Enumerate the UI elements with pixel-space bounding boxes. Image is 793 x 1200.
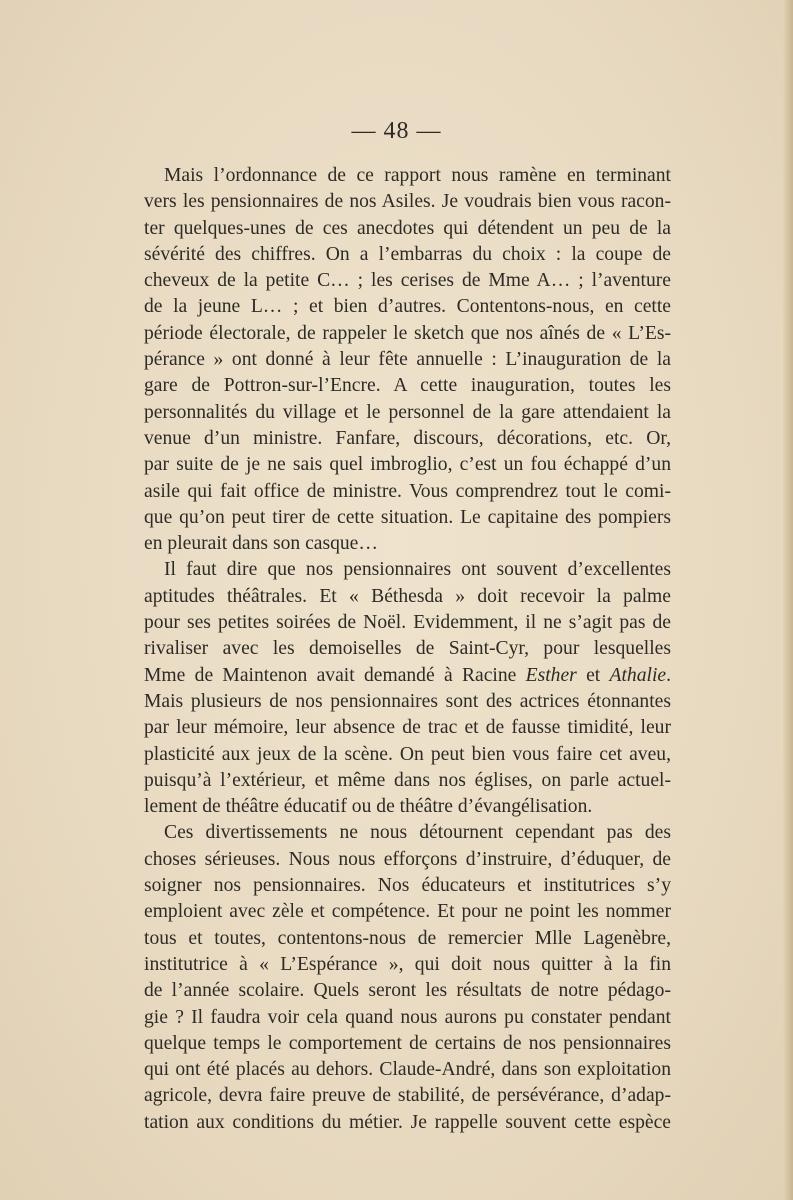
text-line: agricole, devra faire preuve de stabilité, de persévérance, d’adap-	[144, 1085, 671, 1107]
text-line: plasticité aux jeux de la scène. On peut bien vous faire cet aveu,	[144, 743, 671, 765]
text-line: pour ses petites soirées de Noël. Evidemment, il ne s’agit pas de	[144, 612, 671, 634]
text-line: ter quelques-unes de ces anecdotes qui détendent un peu de la	[144, 217, 671, 239]
text-line: par leur mémoire, leur absence de trac et de fausse timidité, leur	[144, 717, 671, 739]
text-line: tation aux conditions du métier. Je rappelle souvent cette espèce	[144, 1111, 671, 1133]
text-line: soigner nos pensionnaires. Nos éducateurs et institutrices s’y	[144, 875, 671, 897]
text-line: puisqu’à l’extérieur, et même dans nos églises, on parle actuel-	[144, 769, 671, 791]
body-text	[144, 163, 671, 1136]
text-line: lement de théâtre éducatif ou de théâtre d’évangélisation.	[144, 796, 593, 818]
text-line: sévérité des chiffres. On a l’embarras du choix : la coupe de	[144, 243, 671, 265]
text-line: gie ? Il faudra voir cela quand nous aurons pu constater pendant	[144, 1006, 671, 1028]
text-line: vers les pensionnaires de nos Asiles. Je voudrais bien vous racon-	[144, 191, 671, 213]
italic-title: Athalie	[609, 664, 667, 686]
text-line: en pleurait dans son casque…	[144, 533, 378, 555]
text-line: cheveux de la petite C… ; les cerises de Mme A… ; l’aventure	[144, 270, 671, 292]
text-line: Mme de Maintenon avait demandé à Racine Esther et Athalie.	[144, 664, 671, 686]
italic-title: Esther	[525, 664, 577, 686]
text-line: venue d’un ministre. Fanfare, discours, décorations, etc. Or,	[144, 427, 671, 449]
text-line: asile qui fait office de ministre. Vous comprendrez tout le comi-	[144, 480, 671, 502]
page-number: — 48 —	[351, 118, 442, 144]
text-line: par suite de je ne sais quel imbroglio, c’est un fou échappé d’un	[144, 454, 671, 476]
text-line: aptitudes théâtrales. Et « Béthesda » doit recevoir la palme	[144, 585, 671, 607]
text-line: Mais plusieurs de nos pensionnaires sont des actrices étonnantes	[144, 690, 671, 712]
text-line: institutrice à « L’Espérance », qui doit nous quitter à la fin	[144, 953, 671, 975]
text-line: que qu’on peut tirer de cette situation. Le capitaine des pompiers	[144, 506, 671, 528]
text-line: choses sérieuses. Nous nous efforçons d’instruire, d’éduquer, de	[144, 848, 671, 870]
page-edge	[783, 0, 793, 1200]
text-line: personnalités du village et le personnel de la gare attendaient la	[144, 401, 671, 423]
text-line: quelque temps le comportement de certains de nos pensionnaires	[144, 1032, 671, 1054]
text-line: de la jeune L… ; et bien d’autres. Contentons-nous, en cette	[144, 296, 671, 318]
text-line: Ces divertissements ne nous détournent cependant pas des	[164, 822, 671, 844]
text-line: Il faut dire que nos pensionnaires ont souvent d’excellentes	[164, 559, 671, 581]
text-line: période électorale, de rappeler le sketch que nos aînés de « L’Es-	[144, 322, 671, 344]
text-line: qui ont été placés au dehors. Claude-André, dans son exploitation	[144, 1059, 671, 1081]
text-line: tous et toutes, contentons-nous de remercier Mlle Lagenèbre,	[144, 927, 671, 949]
text-line: de l’année scolaire. Quels seront les résultats de notre pédago-	[144, 980, 671, 1002]
text-line: gare de Pottron-sur-l’Encre. A cette inauguration, toutes les	[144, 375, 671, 397]
text-line: rivaliser avec les demoiselles de Saint-Cyr, pour lesquelles	[144, 638, 671, 660]
text-line: Mais l’ordonnance de ce rapport nous ramène en terminant	[164, 165, 671, 186]
text-line: pérance » ont donné à leur fête annuelle : L’inauguration de la	[144, 349, 671, 371]
text-line: emploient avec zèle et compétence. Et pour ne point les nommer	[144, 901, 671, 923]
